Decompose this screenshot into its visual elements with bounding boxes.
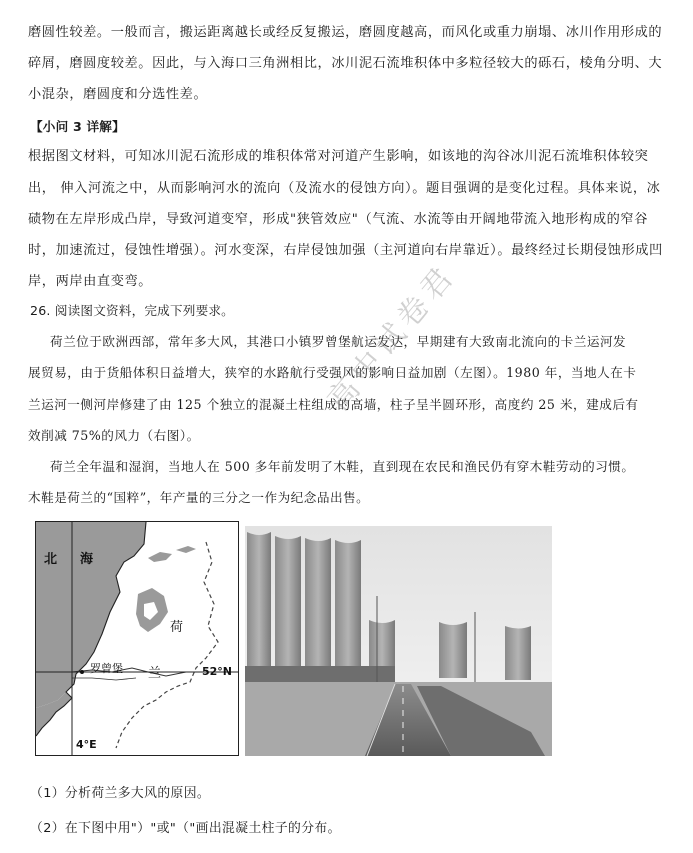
netherlands-map — [35, 521, 239, 756]
section-heading: 【小问 3 详解】 — [30, 119, 125, 134]
text-line: 小混杂，磨圆度和分选性差。 — [28, 87, 208, 102]
text-line: 岸，两岸由直变弯。 — [28, 274, 153, 289]
wind-wall-photo — [245, 526, 552, 756]
map-label-latitude: 52°N — [202, 665, 233, 678]
map-label-longitude: 4°E — [76, 738, 97, 751]
map-svg — [36, 522, 238, 755]
text-line: 木鞋是荷兰的“国粹”，年产量的三分之一作为纪念品出售。 — [28, 490, 370, 505]
map-label-north: 北 — [44, 552, 58, 567]
question-title: 26. 阅读图文资料，完成下列要求。 — [30, 303, 234, 318]
text-line: 磨圆性较差。一般而言，搬运距离越长或经反复搬运，磨圆度越高，而风化或重力崩塌、冰川作用形成的 — [28, 25, 663, 40]
map-label-country: 兰 — [148, 666, 162, 681]
text-line: 荷兰全年温和湿润，当地人在 500 多年前发明了木鞋，直到现在农民和渔民仍有穿木鞋劳动的习惯。 — [50, 459, 635, 474]
text-line: 碛物在左岸形成凸岸，导致河道变窄，形成"狭管效应"（气流、水流等由开阔地带流入地形构成的窄谷 — [28, 212, 648, 227]
text-line: 时，加速流过，侵蚀性增强）。河水变深，右岸侵蚀加强（主河道向右岸靠近）。最终经过长期侵蚀形成凹 — [28, 243, 663, 258]
text-line: 展贸易，由于货船体积日益增大，狭窄的水路航行受强风的影响日益加剧（左图）。1980 年，当地人在卡 — [28, 365, 637, 380]
sub-question: （1）分析荷兰多大风的原因。 — [30, 786, 211, 801]
text-line: 碎屑，磨圆度较差。因此，与入海口三角洲相比，冰川泥石流堆积体中多粒径较大的砾石，棱角分明、大 — [28, 56, 663, 71]
map-label-sea: 海 — [80, 552, 94, 567]
text-line: 出， 伸入河流之中，从而影响河水的流向（及流水的侵蚀方向）。题目强调的是变化过程。具体来说，冰 — [28, 181, 661, 196]
map-label-country: 荷 — [170, 620, 184, 635]
map-label-town: 罗曾堡 — [90, 662, 123, 675]
watermark-text: 高中试卷君 — [321, 257, 464, 418]
text-line: 兰运河一侧河岸修建了由 125 个独立的混凝土柱组成的高墙，柱子呈半圆环形，高度约 25 米，建成后有 — [28, 397, 639, 412]
text-line: 效削减 75%的风力（右图）。 — [28, 428, 200, 443]
photo-svg — [245, 526, 552, 756]
sub-question: （2）在下图中用"）"或"（"画出混凝土柱子的分布。 — [30, 821, 341, 836]
text-line: 根据图文材料，可知冰川泥石流形成的堆积体常对河道产生影响，如该地的沟谷冰川泥石流堆积体较突 — [28, 149, 649, 164]
text-line: 荷兰位于欧洲西部，常年多大风，其港口小镇罗曾堡航运发达，早期建有大致南北流向的卡兰运河发 — [50, 334, 627, 349]
